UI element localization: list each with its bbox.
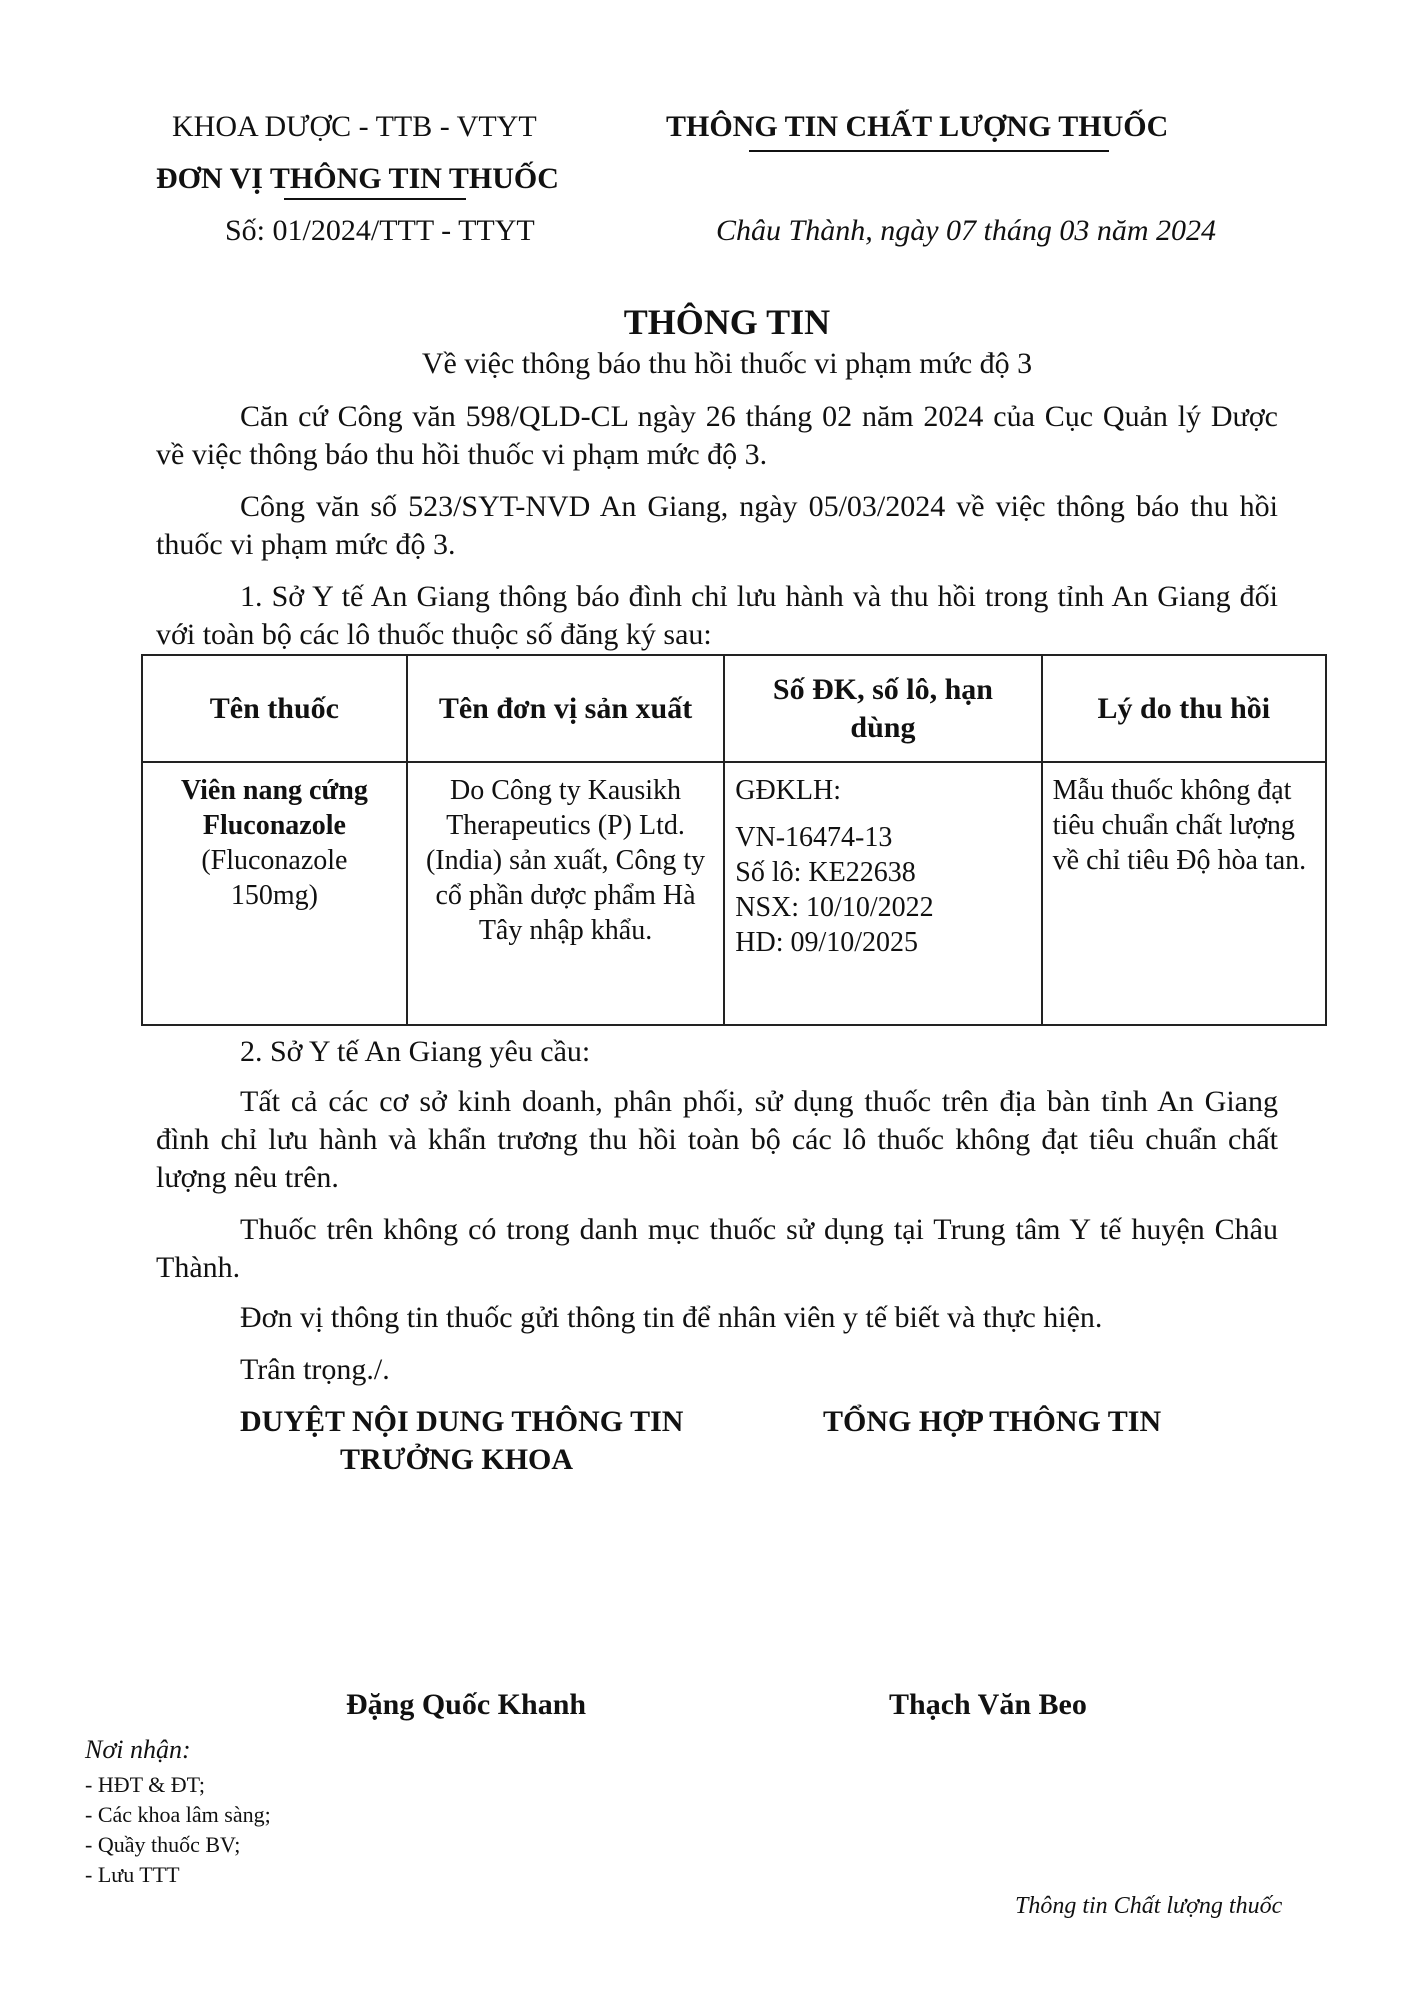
- header-registration: Số ĐK, số lô, hạn dùng: [724, 655, 1041, 762]
- recipient-item: - Lưu TTT: [85, 1862, 180, 1887]
- reg-number: VN-16474-13: [735, 822, 893, 853]
- recipients-label: Nơi nhận:: [85, 1735, 191, 1764]
- recipient-item: - Quầy thuốc BV;: [85, 1832, 241, 1857]
- paragraph-section-2: 2. Sở Y tế An Giang yêu cầu:: [240, 1035, 591, 1068]
- paragraph-requirement: Tất cả các cơ sở kinh doanh, phân phối, sử dụng thuốc trên địa bàn tỉnh An Giang đình chỉ lưu hành và khẩn trương thu hồi toàn bộ các lô thuốc không đạt tiêu chuẩn chất lượng nêu trên.: [156, 1085, 1278, 1194]
- manufacture-date: NSX: 10/10/2022: [735, 892, 934, 923]
- recipient-item: - HĐT & ĐT;: [85, 1772, 205, 1797]
- drug-name-line1: Viên nang cứng: [180, 775, 368, 806]
- cell-reason: Mẫu thuốc không đạt tiêu chuẩn chất lượng về chỉ tiêu Độ hòa tan.: [1042, 762, 1326, 1025]
- approver-position: TRƯỞNG KHOA: [340, 1443, 574, 1476]
- recall-table: [141, 654, 1327, 1026]
- drug-name-line3: (Fluconazole 150mg): [201, 845, 348, 911]
- department-name: KHOA DƯỢC - TTB - VTYT: [172, 110, 537, 143]
- paragraph-legal-basis-2: Công văn số 523/SYT-NVD An Giang, ngày 05/03/2024 về việc thông báo thu hồi thuốc vi phạm mức độ 3.: [156, 490, 1278, 561]
- paragraph-notice: Đơn vị thông tin thuốc gửi thông tin để nhân viên y tế biết và thực hiện.: [240, 1301, 1103, 1334]
- lot-number: Số lô: KE22638: [735, 857, 916, 888]
- reg-label: GĐKLH:: [735, 775, 842, 806]
- page-subtitle: Về việc thông báo thu hồi thuốc vi phạm mức độ 3: [421, 347, 1033, 380]
- cell-drug-name: [142, 762, 407, 1025]
- header-drug-name: Tên thuốc: [142, 655, 407, 762]
- approver-title: DUYỆT NỘI DUNG THÔNG TIN: [240, 1405, 684, 1438]
- place-date: Châu Thành, ngày 07 tháng 03 năm 2024: [716, 214, 1217, 247]
- document-type: THÔNG TIN CHẤT LƯỢNG THUỐC: [666, 110, 1169, 143]
- approver-name: Đặng Quốc Khanh: [346, 1688, 587, 1721]
- header-reason: Lý do thu hồi: [1042, 655, 1326, 762]
- unit-underline: [284, 198, 466, 200]
- table-header-row: [142, 655, 1326, 762]
- expiry-date: HD: 09/10/2025: [735, 927, 919, 958]
- paragraph-not-in-list: Thuốc trên không có trong danh mục thuốc sử dụng tại Trung tâm Y tế huyện Châu Thành.: [156, 1213, 1278, 1284]
- cell-registration: [724, 762, 1041, 1025]
- document-number: Số: 01/2024/TTT - TTYT: [225, 214, 535, 247]
- recipient-item: - Các khoa lâm sàng;: [85, 1802, 271, 1827]
- doc-type-underline: [749, 150, 1109, 152]
- compiler-title: TỔNG HỢP THÔNG TIN: [823, 1405, 1162, 1438]
- paragraph-closing: Trân trọng./.: [240, 1353, 390, 1386]
- drug-name-line2: Fluconazole: [202, 810, 346, 841]
- page-title: THÔNG TIN: [623, 302, 831, 342]
- header-manufacturer: Tên đơn vị sản xuất: [407, 655, 724, 762]
- table-row: [142, 762, 1326, 1025]
- cell-manufacturer: Do Công ty Kausikh Therapeutics (P) Ltd. (India) sản xuất, Công ty cổ phần dược phẩm Hà Tây nhập khẩu.: [407, 762, 724, 1025]
- page-footer: Thông tin Chất lượng thuốc: [1015, 1893, 1283, 1919]
- paragraph-section-1: 1. Sở Y tế An Giang thông báo đình chỉ lưu hành và thu hồi trong tỉnh An Giang đối với toàn bộ các lô thuốc thuộc số đăng ký sau:: [156, 580, 1278, 651]
- paragraph-legal-basis-1: Căn cứ Công văn 598/QLD-CL ngày 26 tháng 02 năm 2024 của Cục Quản lý Dược về việc thông báo thu hồi thuốc vi phạm mức độ 3.: [156, 400, 1278, 471]
- unit-name: ĐƠN VỊ THÔNG TIN THUỐC: [156, 162, 559, 195]
- compiler-name: Thạch Văn Beo: [889, 1688, 1087, 1721]
